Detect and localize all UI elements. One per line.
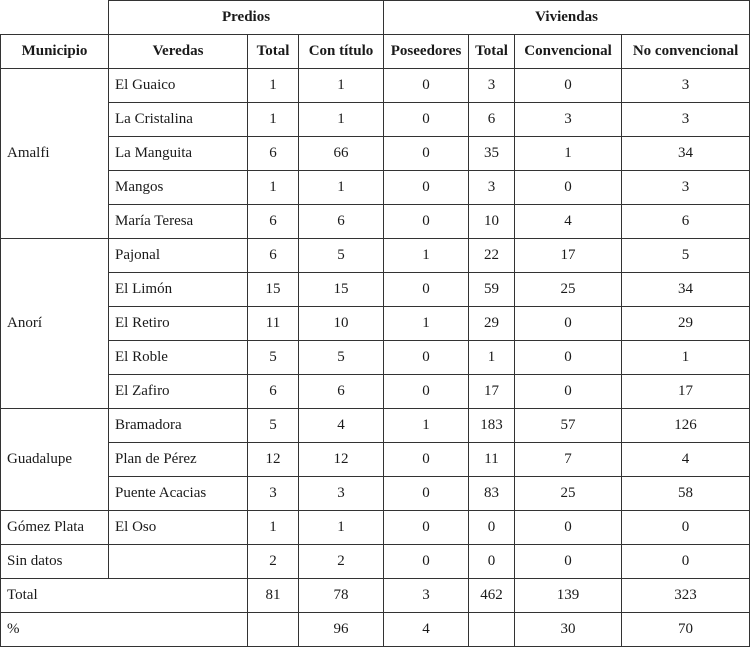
- poseedores-cell: 0: [384, 341, 469, 375]
- table-row: [1, 103, 750, 137]
- poseedores-cell: 0: [384, 103, 469, 137]
- con-titulo-cell: 12: [299, 443, 384, 477]
- convencional-cell: 0: [515, 545, 622, 579]
- viviendas-total-cell: 59: [469, 273, 515, 307]
- viviendas-total-cell: 83: [469, 477, 515, 511]
- col-header-poseedores: Poseedores: [384, 35, 469, 69]
- convencional-cell: 0: [515, 69, 622, 103]
- viviendas-total-cell: 1: [469, 341, 515, 375]
- viviendas-total-cell: 17: [469, 375, 515, 409]
- no-convencional-cell: 0: [622, 545, 750, 579]
- col-header-predios-total: Total: [248, 35, 299, 69]
- col-header-con-titulo: Con título: [299, 35, 384, 69]
- col-header-viviendas-total: Total: [469, 35, 515, 69]
- con-titulo-cell: 1: [299, 69, 384, 103]
- viviendas-total-cell: 183: [469, 409, 515, 443]
- convencional-cell: 4: [515, 205, 622, 239]
- table-row: [1, 545, 750, 579]
- viviendas-total-cell: [469, 613, 515, 647]
- poseedores-cell: 4: [384, 613, 469, 647]
- poseedores-cell: 0: [384, 375, 469, 409]
- no-convencional-cell: 4: [622, 443, 750, 477]
- poseedores-cell: 0: [384, 137, 469, 171]
- table-row: [1, 273, 750, 307]
- con-titulo-cell: 6: [299, 375, 384, 409]
- no-convencional-cell: 1: [622, 341, 750, 375]
- convencional-cell: 30: [515, 613, 622, 647]
- predios-total-cell: [248, 613, 299, 647]
- col-header-municipio: Municipio: [1, 35, 109, 69]
- no-convencional-cell: 3: [622, 103, 750, 137]
- municipio-cell: Guadalupe: [1, 409, 109, 511]
- convencional-cell: 17: [515, 239, 622, 273]
- convencional-cell: 25: [515, 273, 622, 307]
- viviendas-total-cell: 6: [469, 103, 515, 137]
- predios-total-cell: 2: [248, 545, 299, 579]
- con-titulo-cell: 5: [299, 239, 384, 273]
- municipio-cell: Gómez Plata: [1, 511, 109, 545]
- no-convencional-cell: 70: [622, 613, 750, 647]
- convencional-cell: 0: [515, 171, 622, 205]
- con-titulo-cell: 66: [299, 137, 384, 171]
- col-header-veredas: Veredas: [109, 35, 248, 69]
- viviendas-total-cell: 462: [469, 579, 515, 613]
- predios-total-cell: 5: [248, 409, 299, 443]
- poseedores-cell: 0: [384, 69, 469, 103]
- no-convencional-cell: 34: [622, 137, 750, 171]
- poseedores-cell: 0: [384, 545, 469, 579]
- convencional-cell: 25: [515, 477, 622, 511]
- no-convencional-cell: 5: [622, 239, 750, 273]
- totals-label: Total: [1, 579, 248, 613]
- poseedores-cell: 1: [384, 409, 469, 443]
- predios-total-cell: 6: [248, 239, 299, 273]
- predios-total-cell: 1: [248, 103, 299, 137]
- vereda-cell: El Guaico: [109, 69, 248, 103]
- group-header-row: [1, 1, 750, 35]
- vereda-cell: Plan de Pérez: [109, 443, 248, 477]
- group-header-viviendas: Viviendas: [384, 1, 750, 35]
- vereda-cell: María Teresa: [109, 205, 248, 239]
- viviendas-total-cell: 0: [469, 511, 515, 545]
- vereda-cell: Bramadora: [109, 409, 248, 443]
- table-row: [1, 511, 750, 545]
- con-titulo-cell: 1: [299, 511, 384, 545]
- vereda-cell: El Zafiro: [109, 375, 248, 409]
- no-convencional-cell: 29: [622, 307, 750, 341]
- table-row: [1, 375, 750, 409]
- convencional-cell: 0: [515, 341, 622, 375]
- convencional-cell: 3: [515, 103, 622, 137]
- vereda-cell: El Limón: [109, 273, 248, 307]
- vereda-cell: Puente Acacias: [109, 477, 248, 511]
- viviendas-total-cell: 10: [469, 205, 515, 239]
- poseedores-cell: 0: [384, 273, 469, 307]
- predios-total-cell: 81: [248, 579, 299, 613]
- totals-row: [1, 579, 750, 613]
- no-convencional-cell: 323: [622, 579, 750, 613]
- no-convencional-cell: 3: [622, 69, 750, 103]
- poseedores-cell: 1: [384, 307, 469, 341]
- percent-row: [1, 613, 750, 647]
- predios-total-cell: 6: [248, 375, 299, 409]
- predios-total-cell: 15: [248, 273, 299, 307]
- municipio-cell: Amalfi: [1, 69, 109, 239]
- con-titulo-cell: 15: [299, 273, 384, 307]
- convencional-cell: 139: [515, 579, 622, 613]
- poseedores-cell: 1: [384, 239, 469, 273]
- predios-total-cell: 1: [248, 511, 299, 545]
- municipio-cell: Sin datos: [1, 545, 109, 579]
- poseedores-cell: 0: [384, 171, 469, 205]
- table-row: [1, 409, 750, 443]
- table-row: [1, 137, 750, 171]
- predios-total-cell: 6: [248, 137, 299, 171]
- col-header-no-convencional: No convencional: [622, 35, 750, 69]
- no-convencional-cell: 6: [622, 205, 750, 239]
- predios-total-cell: 1: [248, 171, 299, 205]
- no-convencional-cell: 17: [622, 375, 750, 409]
- convencional-cell: 0: [515, 511, 622, 545]
- col-header-convencional: Convencional: [515, 35, 622, 69]
- table-row: [1, 307, 750, 341]
- vereda-cell: La Cristalina: [109, 103, 248, 137]
- municipio-cell: Anorí: [1, 239, 109, 409]
- convencional-cell: 0: [515, 307, 622, 341]
- poseedores-cell: 3: [384, 579, 469, 613]
- predios-total-cell: 3: [248, 477, 299, 511]
- predios-total-cell: 12: [248, 443, 299, 477]
- vereda-cell: La Manguita: [109, 137, 248, 171]
- con-titulo-cell: 1: [299, 171, 384, 205]
- con-titulo-cell: 78: [299, 579, 384, 613]
- table-row: [1, 69, 750, 103]
- table-row: [1, 477, 750, 511]
- poseedores-cell: 0: [384, 511, 469, 545]
- viviendas-total-cell: 0: [469, 545, 515, 579]
- vereda-cell: El Retiro: [109, 307, 248, 341]
- group-header-predios: Predios: [109, 1, 384, 35]
- header-corner: [1, 1, 109, 35]
- viviendas-total-cell: 22: [469, 239, 515, 273]
- con-titulo-cell: 96: [299, 613, 384, 647]
- vereda-cell: [109, 545, 248, 579]
- poseedores-cell: 0: [384, 205, 469, 239]
- table-row: [1, 239, 750, 273]
- poseedores-cell: 0: [384, 477, 469, 511]
- predios-total-cell: 1: [248, 69, 299, 103]
- vereda-cell: Pajonal: [109, 239, 248, 273]
- con-titulo-cell: 4: [299, 409, 384, 443]
- vereda-cell: El Oso: [109, 511, 248, 545]
- table-row: [1, 443, 750, 477]
- con-titulo-cell: 1: [299, 103, 384, 137]
- no-convencional-cell: 34: [622, 273, 750, 307]
- viviendas-total-cell: 3: [469, 69, 515, 103]
- no-convencional-cell: 0: [622, 511, 750, 545]
- viviendas-total-cell: 35: [469, 137, 515, 171]
- no-convencional-cell: 3: [622, 171, 750, 205]
- convencional-cell: 7: [515, 443, 622, 477]
- convencional-cell: 0: [515, 375, 622, 409]
- con-titulo-cell: 2: [299, 545, 384, 579]
- table-row: [1, 171, 750, 205]
- table-row: [1, 205, 750, 239]
- viviendas-total-cell: 11: [469, 443, 515, 477]
- percent-label: %: [1, 613, 248, 647]
- con-titulo-cell: 3: [299, 477, 384, 511]
- vereda-cell: Mangos: [109, 171, 248, 205]
- predios-total-cell: 5: [248, 341, 299, 375]
- no-convencional-cell: 126: [622, 409, 750, 443]
- con-titulo-cell: 10: [299, 307, 384, 341]
- convencional-cell: 57: [515, 409, 622, 443]
- viviendas-total-cell: 3: [469, 171, 515, 205]
- convencional-cell: 1: [515, 137, 622, 171]
- viviendas-total-cell: 29: [469, 307, 515, 341]
- poseedores-cell: 0: [384, 443, 469, 477]
- table-row: [1, 341, 750, 375]
- con-titulo-cell: 6: [299, 205, 384, 239]
- vereda-cell: El Roble: [109, 341, 248, 375]
- con-titulo-cell: 5: [299, 341, 384, 375]
- predios-total-cell: 6: [248, 205, 299, 239]
- no-convencional-cell: 58: [622, 477, 750, 511]
- predios-total-cell: 11: [248, 307, 299, 341]
- column-header-row: [1, 35, 750, 69]
